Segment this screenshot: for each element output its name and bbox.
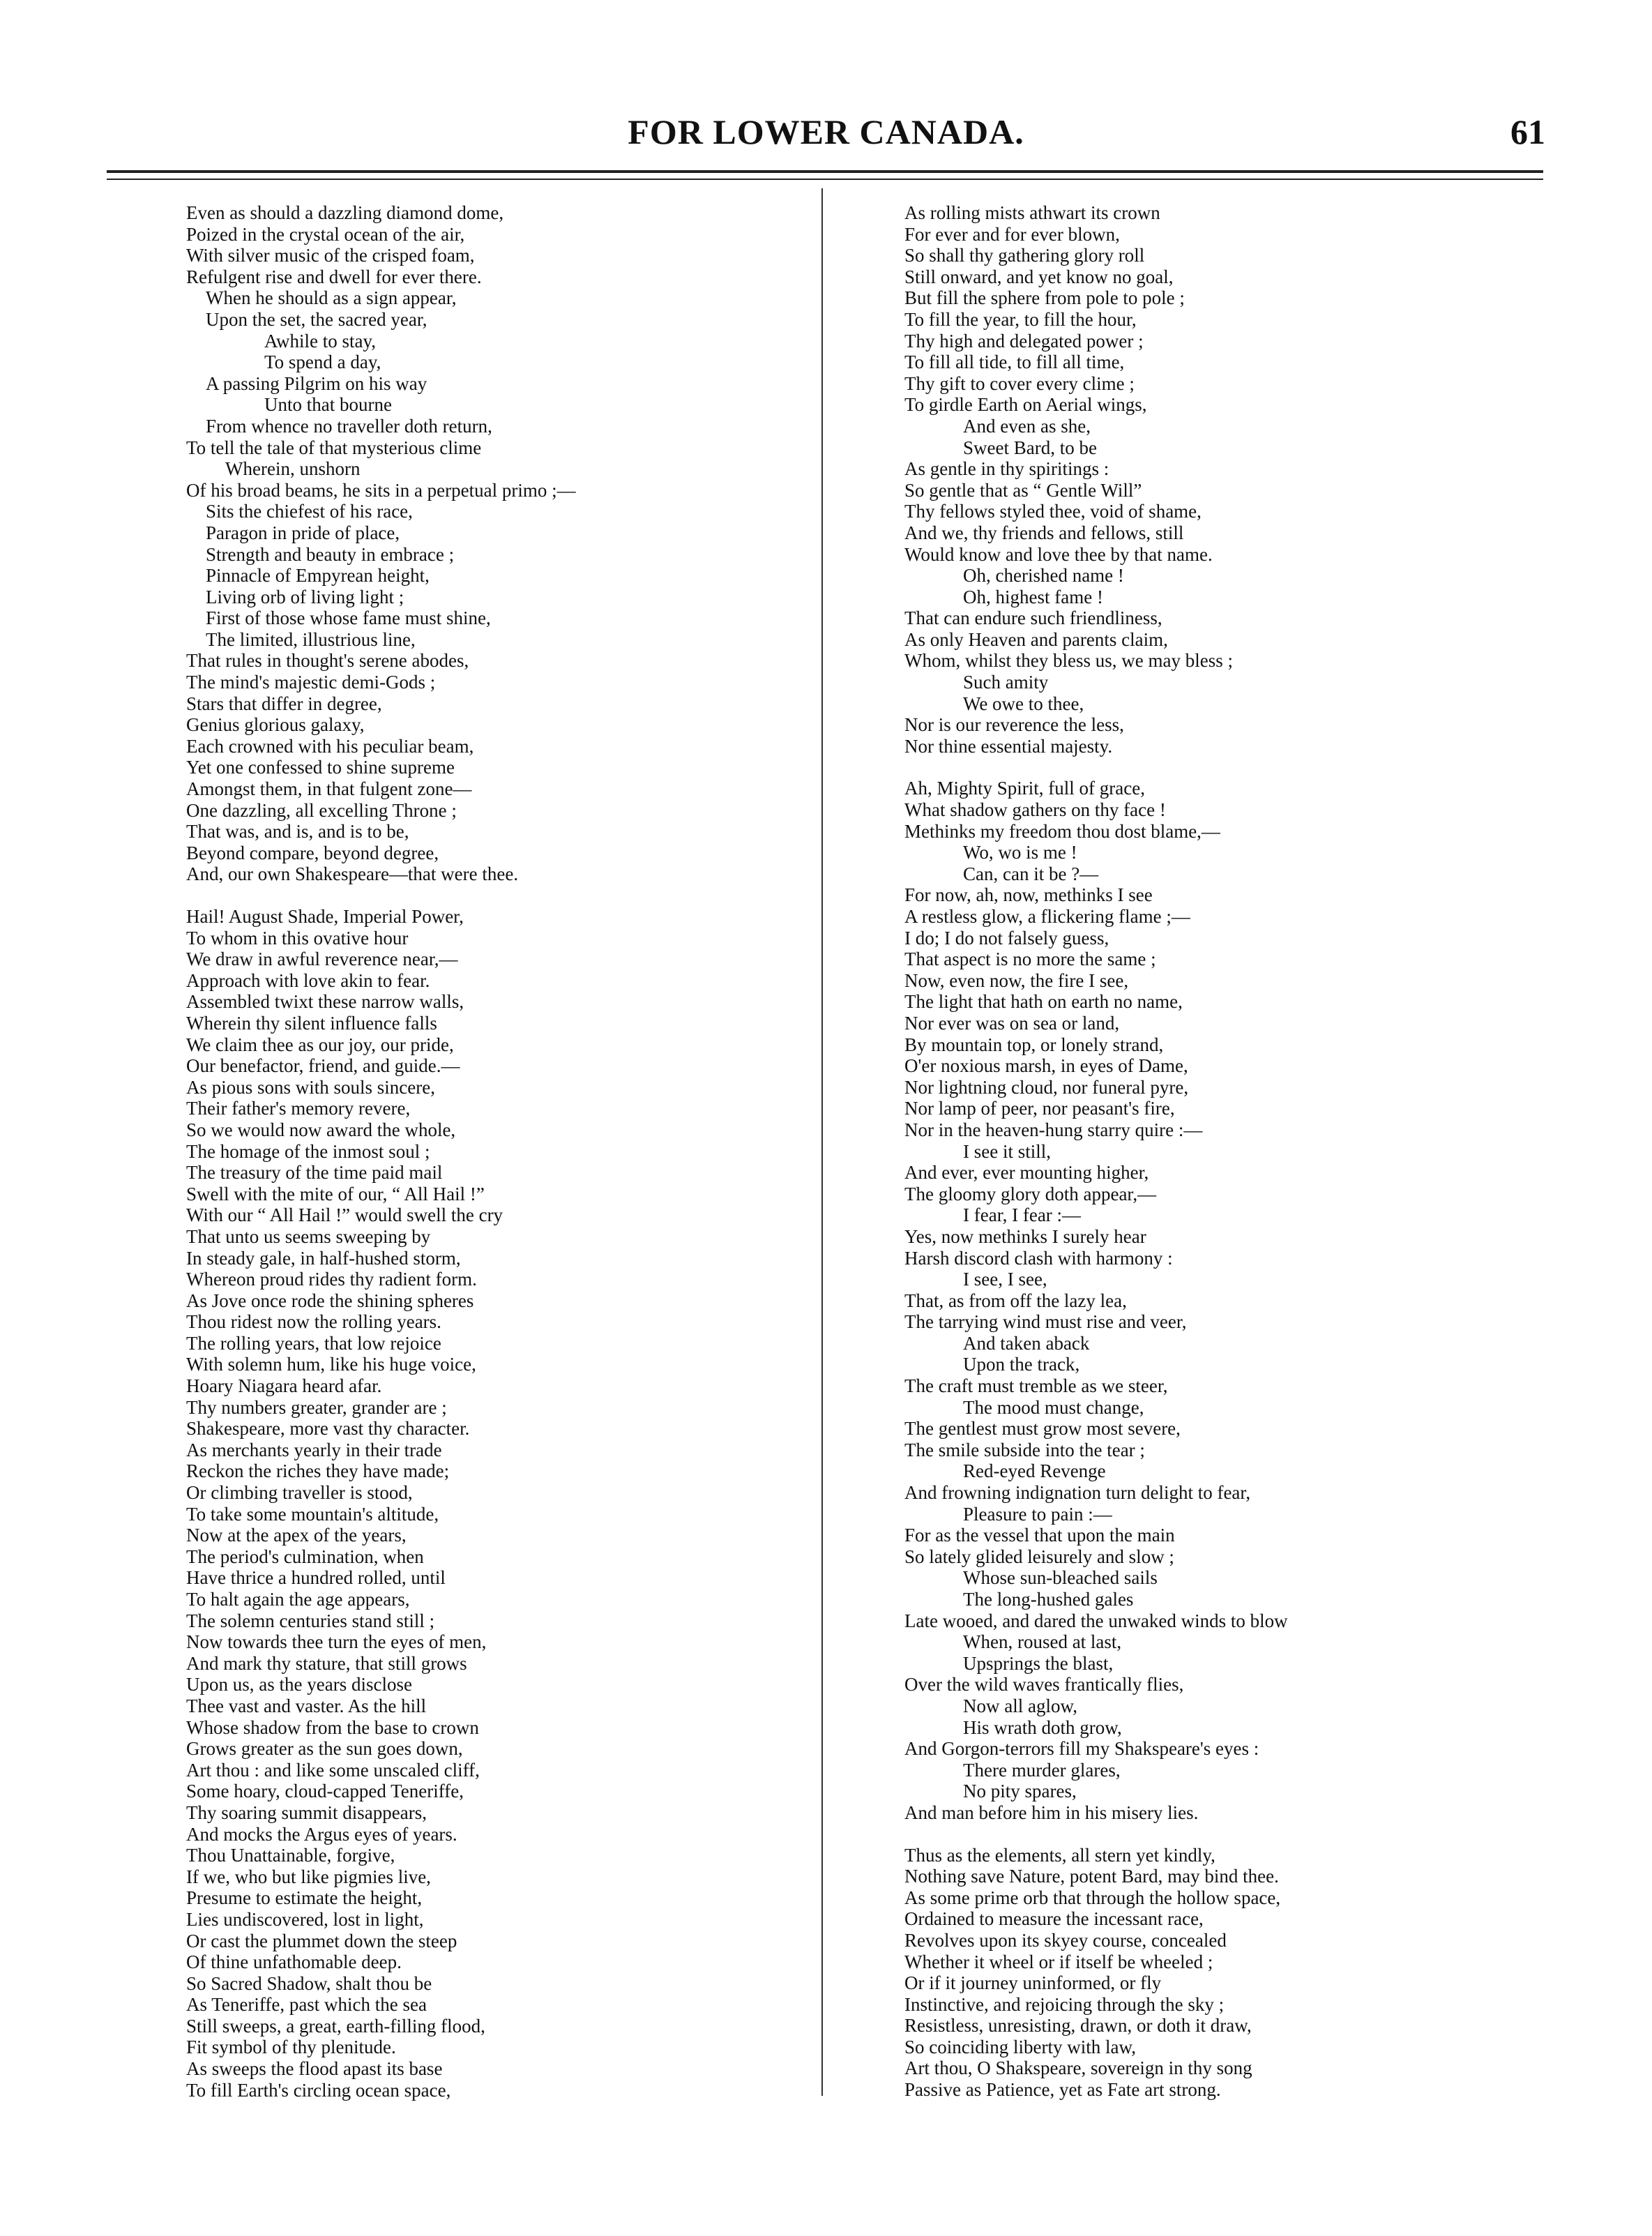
poem-line: Wo, wo is me ! [963,842,1077,863]
poem-line: When, roused at last, [963,1631,1122,1653]
poem-line: As merchants yearly in their trade [186,1439,442,1460]
poem-line: To fill all tide, to fill all time, [904,352,1125,373]
poem-line: Upon the track, [963,1354,1080,1375]
poem-line: And taken aback [963,1332,1090,1354]
header-rule-thin [107,179,1543,180]
poem-line: Nothing save Nature, potent Bard, may bind thee. [904,1866,1279,1887]
poem-line: Upsprings the blast, [963,1652,1114,1674]
poem-line: We draw in awful reverence near,— [186,949,458,970]
poem-line: That unto us seems sweeping by [186,1225,431,1247]
poem-line: Genius glorious galaxy, [186,714,365,736]
poem-line: The craft must tremble as we steer, [904,1375,1168,1397]
poem-line: There murder glares, [963,1759,1121,1781]
poem-line: And mocks the Argus eyes of years. [186,1823,457,1845]
poem-line: Oh, cherished name ! [963,565,1124,587]
poem-line: Thee vast and vaster. As the hill [186,1695,427,1716]
poem-line: Thy numbers greater, grander are ; [186,1396,447,1418]
poem-line: Can, can it be ?— [963,863,1099,884]
poem-line: Now, even now, the fire I see, [904,969,1129,991]
stanza [904,202,1497,757]
poem-line: Beyond compare, beyond degree, [186,842,439,863]
poem-line: Stars that differ in degree, [186,693,382,714]
poem-line: We claim thee as our joy, our pride, [186,1034,454,1055]
poem-line: Each crowned with his peculiar beam, [186,735,474,757]
poem-line: Revolves upon its skyey course, concealed [904,1929,1227,1951]
poem-line: Lies undiscovered, lost in light, [186,1908,424,1930]
poem-line: To take some mountain's altitude, [186,1503,439,1525]
poem-line: Whom, whilst they bless us, we may bless ; [904,650,1233,672]
poem-line: Or cast the plummet down the steep [186,1930,457,1951]
poem-line: Over the wild waves frantically flies, [904,1674,1184,1695]
poem-line: The light that hath on earth no name, [904,991,1183,1013]
poem-line: The rolling years, that low rejoice [186,1332,441,1354]
poem-line: A restless glow, a flickering flame ;— [904,906,1190,927]
poem-line: Have thrice a hundred rolled, until [186,1567,446,1589]
running-head: FOR LOWER CANADA. [628,112,1024,151]
column-divider [821,188,823,2096]
poem-line: Ordained to measure the incessant race, [904,1908,1204,1930]
poem-line: To halt again the age appears, [186,1589,410,1610]
poem-line: And ever, ever mounting higher, [904,1162,1149,1184]
poem-line: Or climbing traveller is stood, [186,1482,413,1504]
poem-line: So coinciding liberty with law, [904,2036,1136,2057]
poem-line: Red-eyed Revenge [963,1460,1106,1482]
poem-line: As Jove once rode the shining spheres [186,1290,474,1311]
poem-line: Still sweeps, a great, earth-filling flood, [186,2015,485,2037]
poem-line: Oh, highest fame ! [963,586,1103,607]
stanza [904,1845,1497,2101]
poem-line: Art thou, O Shakspeare, sovereign in thy song [904,2057,1252,2079]
poem-line: Or if it journey uninformed, or fly [904,1972,1162,1994]
poem-line: Of thine unfathomable deep. [186,1951,402,1973]
poem-line: What shadow gathers on thy face ! [904,799,1166,821]
poem-line: Even as should a dazzling diamond dome, [186,202,504,223]
poem-line: When he should as a sign appear, [206,287,457,309]
poem-line: The tarrying wind must rise and veer, [904,1311,1187,1333]
poem-line: Of his broad beams, he sits in a perpetual primo ;— [186,479,576,501]
poem-line: Thy high and delegated power ; [904,330,1144,352]
poem-line: Grows greater as the sun goes down, [186,1738,463,1760]
poem-line: Thou ridest now the rolling years. [186,1311,441,1333]
poem-line: Hoary Niagara heard afar. [186,1375,382,1397]
poem-line: Our benefactor, friend, and guide.— [186,1055,460,1077]
poem-line: Strength and beauty in embrace ; [206,543,455,565]
poem-line: Paragon in pride of place, [206,522,400,543]
poem-line: Refulgent rise and dwell for ever there. [186,266,482,287]
poem-line: Their father's memory revere, [186,1098,411,1119]
poem-line: I fear, I fear :— [963,1204,1082,1226]
poem-line: Hail! August Shade, Imperial Power, [186,906,464,927]
poem-line: With solemn hum, like his huge voice, [186,1354,476,1375]
poem-line: Thou Unattainable, forgive, [186,1845,395,1866]
poem-line: No pity spares, [963,1781,1077,1802]
poem-line: I see, I see, [963,1269,1047,1290]
poem-line: Approach with love akin to fear. [186,969,430,991]
poem-line: For as the vessel that upon the main [904,1525,1175,1546]
poem-line: Nor thine essential majesty. [904,735,1113,757]
poem-line: And man before him in his misery lies. [904,1801,1199,1823]
poem-line: Harsh discord clash with harmony : [904,1247,1173,1269]
poem-line: Wherein thy silent influence falls [186,1012,437,1034]
poem-line: The limited, illustrious line, [206,628,416,650]
poem-line: So we would now award the whole, [186,1119,456,1140]
poem-line: The mind's majestic demi-Gods ; [186,672,436,693]
poem-line: But fill the sphere from pole to pole ; [904,287,1185,309]
poem-line: Yes, now methinks I surely hear [904,1225,1146,1247]
poem-line: Would know and love thee by that name. [904,543,1213,565]
poem-line: Assembled twixt these narrow walls, [186,991,464,1013]
poem-line: The treasury of the time paid mail [186,1162,443,1184]
poem-line: Nor ever was on sea or land, [904,1012,1120,1034]
poem-line: And frowning indignation turn delight to fear, [904,1482,1251,1504]
poem-line: Reckon the riches they have made; [186,1460,450,1482]
poem-line: Such amity [963,672,1049,693]
poem-line: With silver music of the crisped foam, [186,245,475,266]
poem-line: To girdle Earth on Aerial wings, [904,394,1147,416]
poem-line: Pinnacle of Empyrean height, [206,565,430,587]
poem-line: O'er noxious marsh, in eyes of Dame, [904,1055,1188,1077]
poem-line: As pious sons with souls sincere, [186,1076,435,1098]
poem-line: From whence no traveller doth return, [206,415,492,437]
poem-line: Poized in the crystal ocean of the air, [186,223,465,245]
poem-line: As gentle in thy spiritings : [904,458,1109,480]
poem-line: Thy gift to cover every clime ; [904,372,1135,394]
poem-line: First of those whose fame must shine, [206,607,491,629]
poem-line: Awhile to stay, [264,330,376,352]
poem-line: Living orb of living light ; [206,586,404,607]
poem-line: I do; I do not falsely guess, [904,927,1109,949]
poem-line: The mood must change, [963,1396,1144,1418]
poem-line: Presume to estimate the height, [186,1887,423,1909]
poem-line: Late wooed, and dared the unwaked winds to blow [904,1610,1288,1631]
poem-line: So shall thy gathering glory roll [904,245,1145,266]
poem-line: Nor is our reverence the less, [904,714,1124,736]
poem-line: That can endure such friendliness, [904,607,1162,629]
poem-line: With our “ All Hail !” would swell the cry [186,1204,503,1226]
page-number: 61 [1510,112,1545,151]
poem-line: And we, thy friends and fellows, still [904,522,1184,543]
poem-line: The long-hushed gales [963,1589,1134,1610]
poem-line: Sweet Bard, to be [963,437,1097,458]
poem-line: For now, ah, now, methinks I see [904,884,1153,906]
poem-line: Still onward, and yet know no goal, [904,266,1174,287]
poem-line: And mark thy stature, that still grows [186,1652,467,1674]
poem-line: That, as from off the lazy lea, [904,1290,1127,1311]
poem-line: That rules in thought's serene abodes, [186,650,469,672]
poem-line: The solemn centuries stand still ; [186,1610,435,1631]
poem-line: The smile subside into the tear ; [904,1439,1145,1460]
poem-line: To whom in this ovative hour [186,927,409,949]
poem-line: As some prime orb that through the hollow space, [904,1887,1281,1908]
poem-line: Upon the set, the sacred year, [206,308,427,330]
poem-line: Nor lightning cloud, nor funeral pyre, [904,1076,1189,1098]
poem-line: Wherein, unshorn [225,458,361,480]
poem-line: Whose shadow from the base to crown [186,1716,479,1738]
poem-line: So gentle that as “ Gentle Will” [904,479,1142,501]
poem-line: So lately glided leisurely and slow ; [904,1546,1174,1567]
poem-line: For ever and for ever blown, [904,223,1120,245]
poem-line: As rolling mists athwart its crown [904,202,1160,223]
poem-line: Resistless, unresisting, drawn, or doth it draw, [904,2015,1252,2037]
poem-line: The gentlest must grow most severe, [904,1418,1181,1440]
poem-line: Unto that bourne [264,394,392,416]
poem-line: To fill the year, to fill the hour, [904,308,1137,330]
poem-line: The period's culmination, when [186,1546,424,1567]
poem-line: Methinks my freedom thou dost blame,— [904,820,1220,842]
poem-line: Art thou : and like some unscaled cliff, [186,1759,480,1781]
poem-line: Whereon proud rides thy radient form. [186,1269,477,1290]
poem-line: Fit symbol of thy plenitude. [186,2037,396,2058]
poem-line: Yet one confessed to shine supreme [186,757,455,778]
poem-line: Whether it wheel or if itself be wheeled ; [904,1951,1213,1972]
stanza [186,906,800,2101]
left-column [186,202,800,2101]
poem-line: Shakespeare, more vast thy character. [186,1418,470,1440]
stanza [904,778,1497,1823]
poem-line: To fill Earth's circling ocean space, [186,2079,451,2101]
poem-line: Ah, Mighty Spirit, full of grace, [904,778,1145,799]
poem-line: In steady gale, in half-hushed storm, [186,1247,461,1269]
poem-line: And, our own Shakespeare—that were thee. [186,863,519,885]
poem-line: Nor lamp of peer, nor peasant's fire, [904,1098,1175,1119]
poem-line: Instinctive, and rejoicing through the sky ; [904,1993,1225,2015]
poem-line: As sweeps the flood apast its base [186,2058,443,2080]
poem-line: The homage of the inmost soul ; [186,1140,430,1162]
poem-line: By mountain top, or lonely strand, [904,1034,1164,1055]
poem-line: Some hoary, cloud-capped Teneriffe, [186,1781,464,1802]
poem-line: That aspect is no more the same ; [904,949,1156,970]
poem-line: And Gorgon-terrors fill my Shakspeare's eyes : [904,1738,1259,1760]
poem-line: As Teneriffe, past which the sea [186,1994,427,2016]
poem-line: Thus as the elements, all stern yet kindly, [904,1844,1215,1866]
poem-line: Thy soaring summit disappears, [186,1801,427,1823]
poem-line: If we, who but like pigmies live, [186,1866,431,1887]
poem-line: One dazzling, all excelling Throne ; [186,799,457,821]
poem-line: I see it still, [963,1140,1051,1162]
poem-line: His wrath doth grow, [963,1716,1122,1738]
poem-line: A passing Pilgrim on his way [206,372,427,394]
poem-line: The gloomy glory doth appear,— [904,1183,1157,1204]
poem-line: Passive as Patience, yet as Fate art strong. [904,2079,1221,2101]
poem-line: Now towards thee turn the eyes of men, [186,1631,487,1653]
poem-line: Amongst them, in that fulgent zone— [186,778,472,800]
poem-line: To spend a day, [264,352,381,373]
poem-line: Now all aglow, [963,1695,1077,1716]
stanza [186,202,800,885]
poem-line: Now at the apex of the years, [186,1525,407,1546]
right-column [904,202,1497,2101]
header-rule-thick [107,170,1543,173]
poem-line: So Sacred Shadow, shalt thou be [186,1972,432,1994]
poem-line: Pleasure to pain :— [963,1503,1112,1525]
poem-line: Thy fellows styled thee, void of shame, [904,501,1202,522]
poem-line: Nor in the heaven-hung starry quire :— [904,1119,1203,1140]
poem-line: Sits the chiefest of his race, [206,501,413,522]
poem-line: Upon us, as the years disclose [186,1674,412,1695]
poem-line: And even as she, [963,415,1091,437]
poem-line: We owe to thee, [963,693,1084,714]
poem-line: To tell the tale of that mysterious clime [186,437,482,458]
poem-line: As only Heaven and parents claim, [904,628,1168,650]
poem-line: Whose sun-bleached sails [963,1567,1158,1589]
poem-line: Swell with the mite of our, “ All Hail !” [186,1183,485,1204]
poem-line: That was, and is, and is to be, [186,821,409,843]
